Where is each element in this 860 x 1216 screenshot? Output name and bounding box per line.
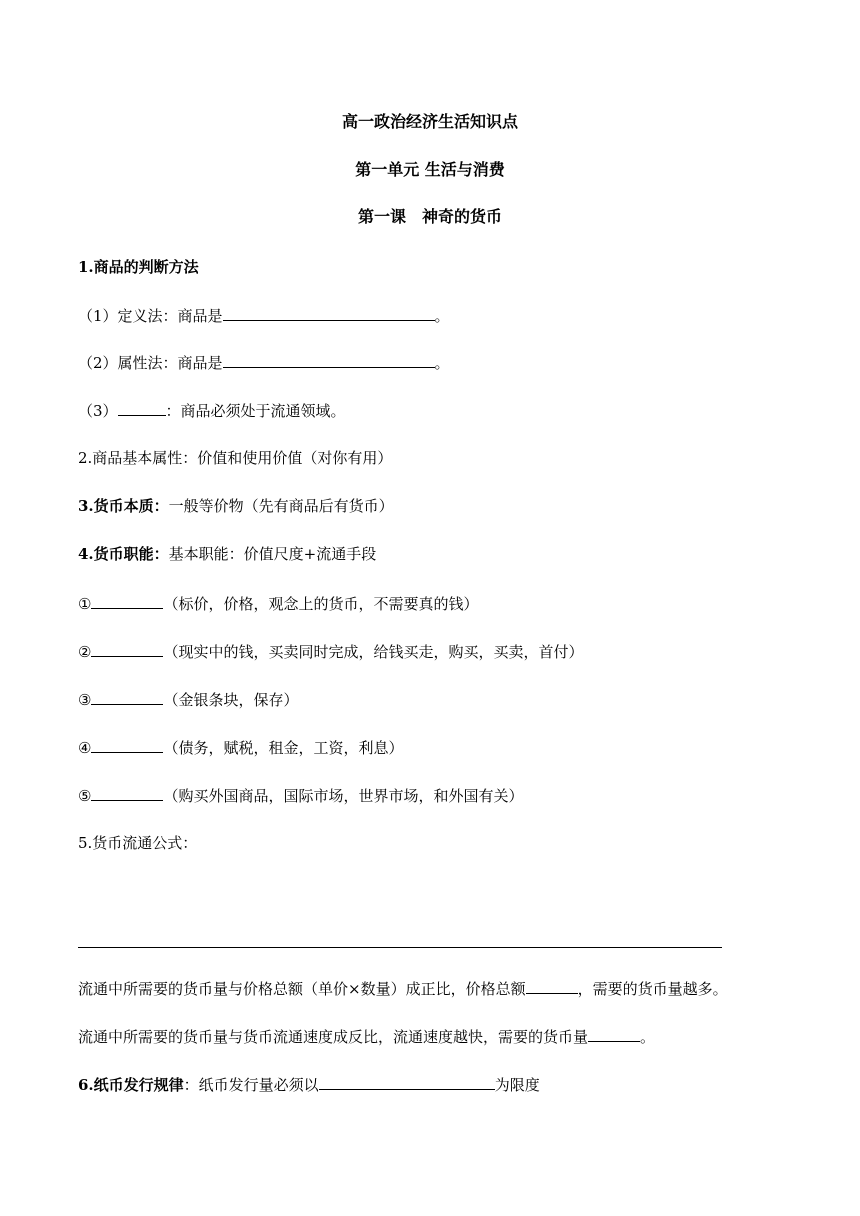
fill-blank: [118, 399, 166, 416]
item-definition-method: （1）定义法：商品是 。: [78, 304, 450, 327]
fill-blank: [91, 784, 163, 801]
section-1-title: 1.商品的判断方法: [78, 258, 199, 276]
section-6-text: 6.纸币发行规律：纸币发行量必须以 为限度: [78, 1073, 540, 1096]
money-function-item: ④ （债务，赋税，租金，工资，利息）: [78, 736, 403, 759]
formula-note-velocity: 流通中所需要的货币量与货币流通速度成反比，流通速度越快，需要的货币量 。: [78, 1025, 655, 1048]
fill-blank: [91, 736, 163, 753]
formula-answer-line: [78, 947, 722, 948]
item-attribute-method: （2）属性法：商品是 。: [78, 351, 450, 374]
section-5-title: 5.货币流通公式：: [78, 834, 198, 852]
money-function-item: ① （标价，价格，观念上的货币，不需要真的钱）: [78, 592, 478, 615]
document-title: 高一政治经济生活知识点: [341, 112, 518, 131]
fill-blank: [223, 304, 435, 321]
money-function-item: ⑤ （购买外国商品，国际市场，世界市场，和外国有关）: [78, 784, 523, 807]
money-function-item: ③ （金银条块，保存）: [78, 688, 298, 711]
section-2-text: 2.商品基本属性：价值和使用价值（对你有用）: [78, 449, 393, 467]
fill-blank: [91, 688, 163, 705]
fill-blank: [91, 592, 163, 609]
fill-blank: [91, 640, 163, 657]
fill-blank: [588, 1025, 640, 1042]
fill-blank: [223, 351, 435, 368]
formula-note-price: 流通中所需要的货币量与价格总额（单价×数量）成正比，价格总额 ，需要的货币量越多。: [78, 977, 728, 1000]
fill-blank: [319, 1073, 495, 1090]
section-3-text: 3.货币本质：一般等价物（先有商品后有货币）: [78, 497, 394, 515]
item-circulation: （3） ：商品必须处于流通领域。: [78, 399, 346, 422]
money-function-item: ② （现实中的钱，买卖同时完成，给钱买走，购买，买卖，首付）: [78, 640, 583, 663]
lesson-heading: 第一课 神奇的货币: [357, 207, 502, 226]
fill-blank: [526, 977, 578, 994]
section-4-text: 4.货币职能：基本职能：价值尺度+流通手段: [78, 545, 377, 563]
unit-heading: 第一单元 生活与消费: [355, 160, 505, 179]
